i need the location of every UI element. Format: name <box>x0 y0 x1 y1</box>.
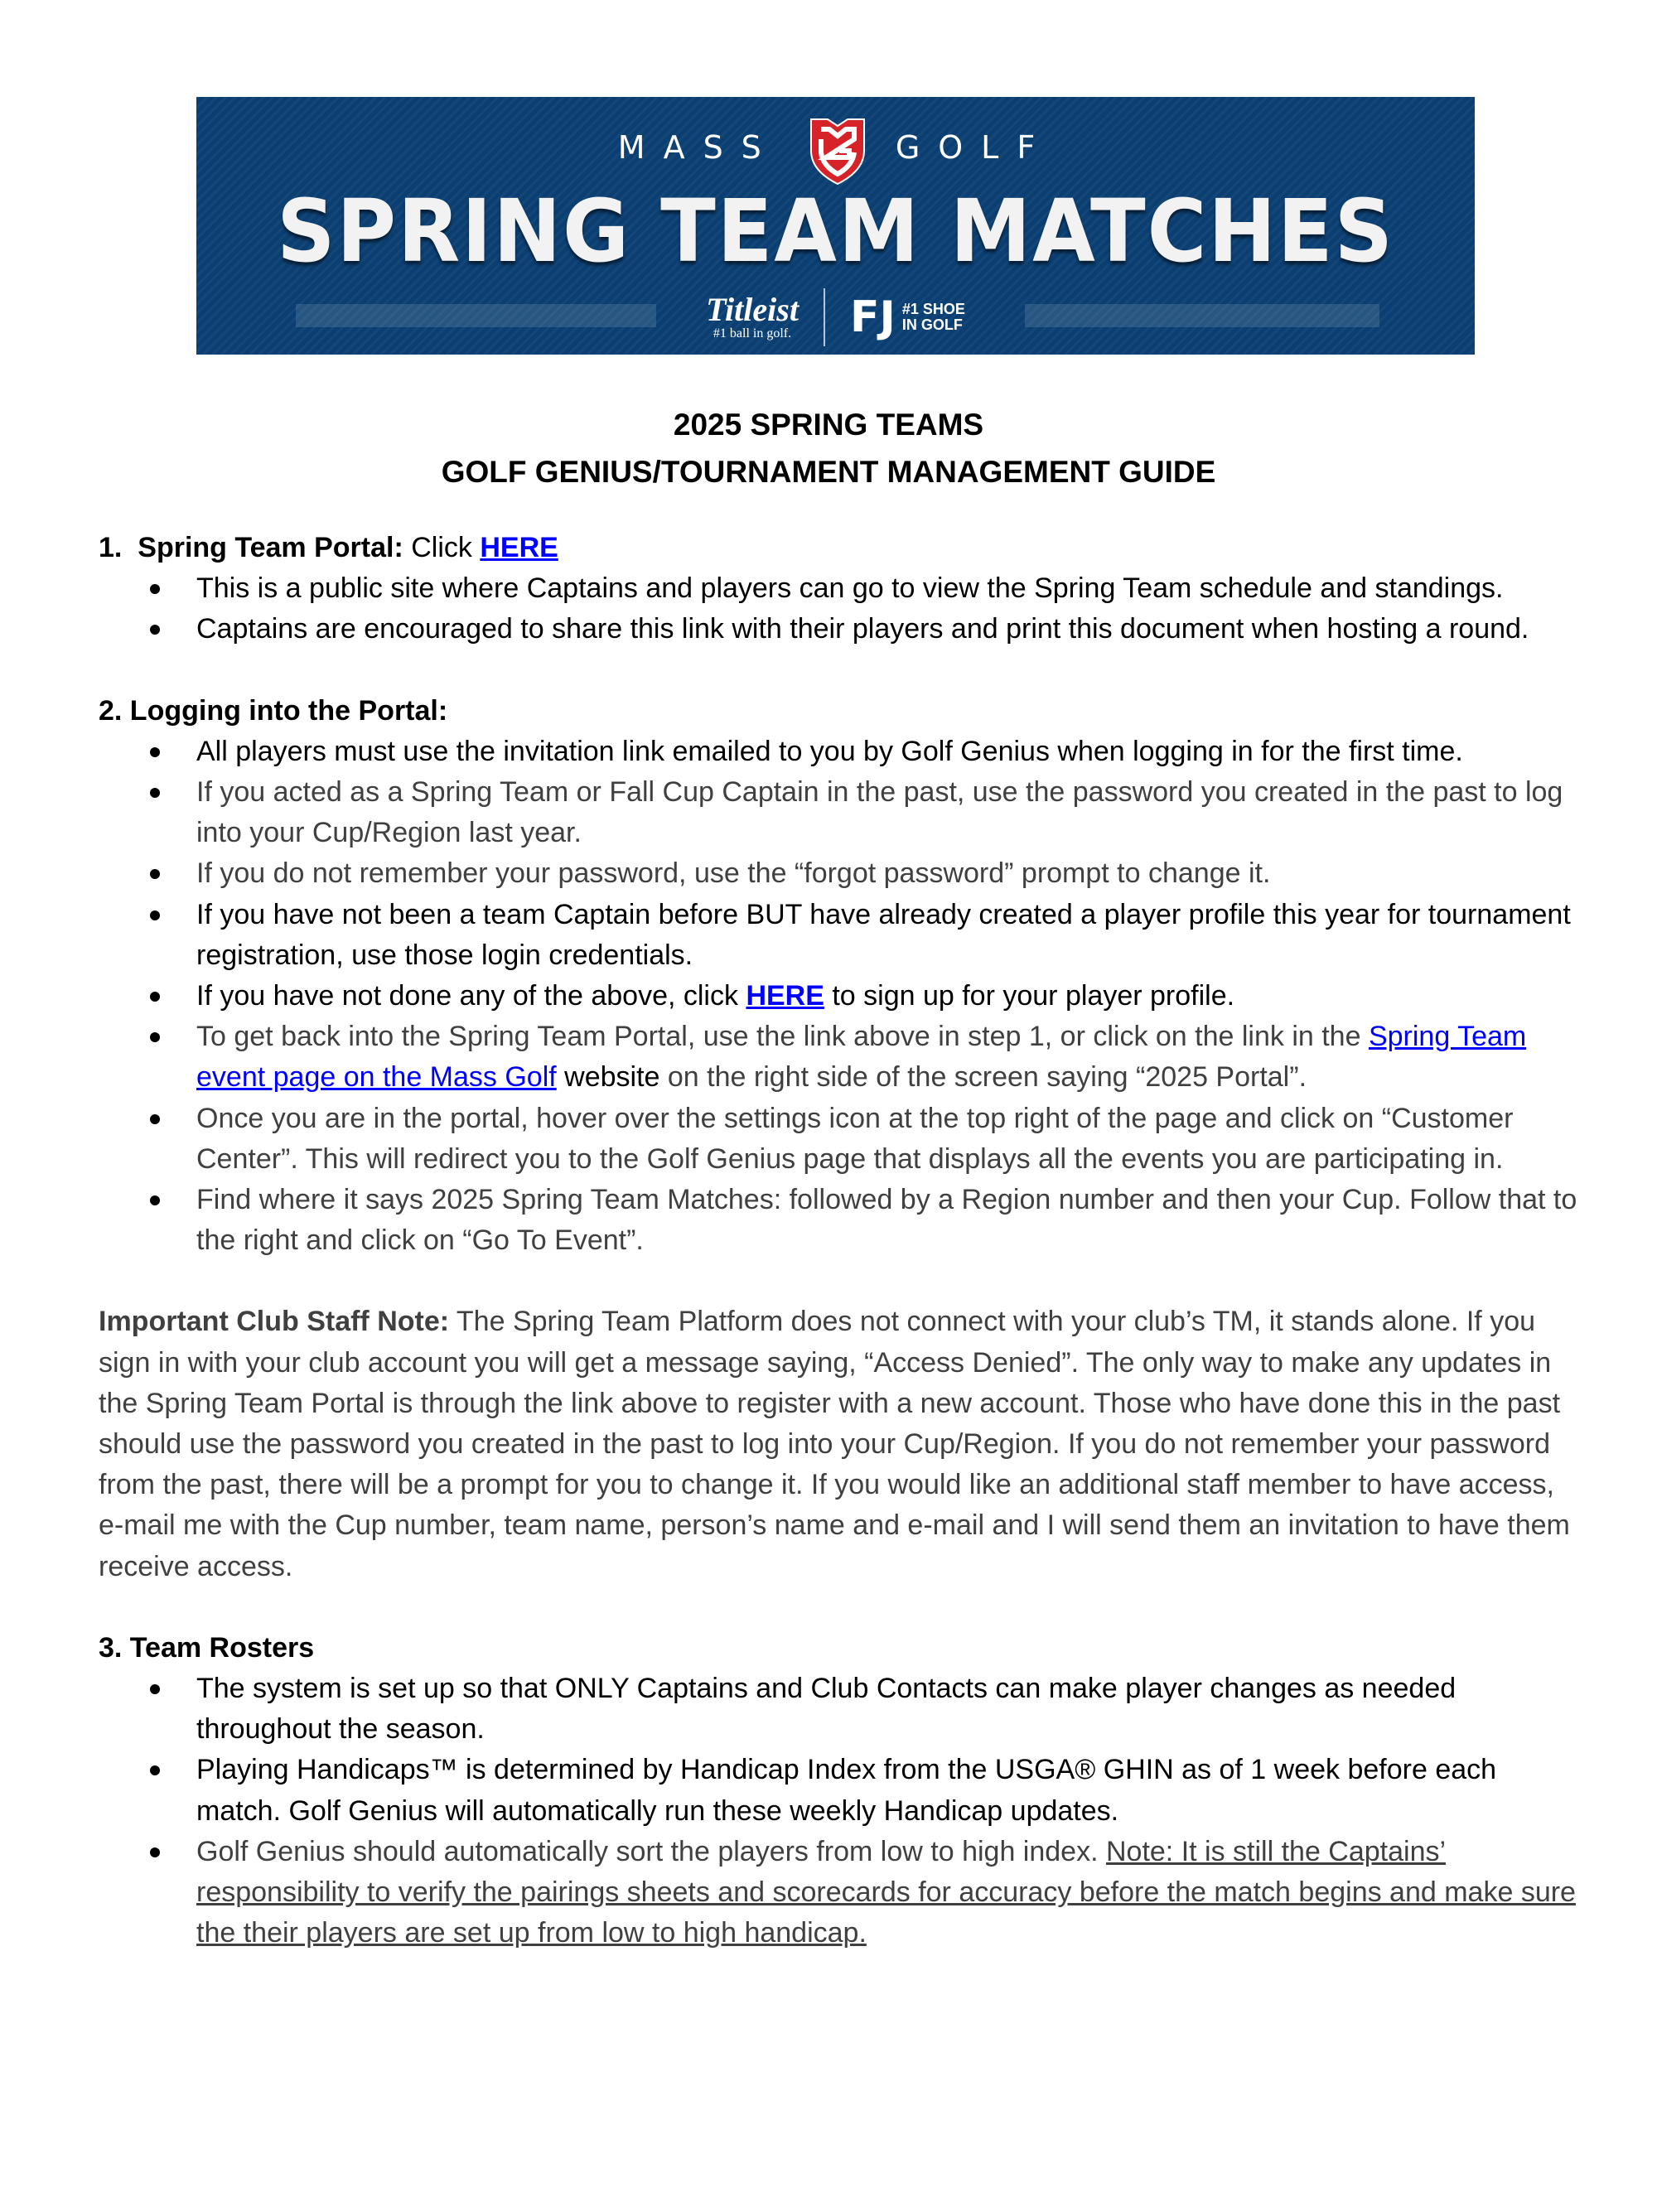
list-item: Golf Genius should automatically sort the players from low to high index. Note: It is still the Captains’ responsibility to verify the pairings sheets and scorecards for accuracy before the match begins and make sure the their players are set up from low to high handicap. <box>99 1832 1582 1954</box>
sponsor-logos <box>196 287 1475 347</box>
brand-right-text: GOLF <box>895 129 1054 166</box>
document-title-line2: GOLF GENIUS/TOURNAMENT MANAGEMENT GUIDE <box>441 455 1216 489</box>
staff-note-text: The Spring Team Platform does not connect with your club’s TM, it stands alone. If you sign in with your club account you will get a message saying, “Access Denied”. The only way to make any updates in the Spring Team Portal is through the link above to register with a new account. Those who have done this in the past should use the password you created in the past to log into your Cup/Region. If you do not remember your password from the past, there will be a prompt for you to change it. If you would like an additional staff member to have access, e-mail me with the Cup number, team name, person’s name and e-mail and I will send them an invitation to have them receive access. <box>99 1306 1570 1582</box>
list-item: Once you are in the portal, hover over the settings icon at the top right of the page and click on “Customer Center”. This will redirect you to the Golf Genius page that displays all the events you are participating in. <box>99 1099 1582 1180</box>
document-content <box>99 528 1582 1954</box>
footjoy-logo <box>850 294 965 340</box>
section3-bullet-list <box>99 1669 1582 1954</box>
signup-here-link[interactable]: HERE <box>746 980 824 1012</box>
list-item: Playing Handicaps™ is determined by Handicap Index from the USGA® GHIN as of 1 week before each match. Golf Genius will automatically run these weekly Handicap updates. <box>99 1750 1582 1831</box>
section1-heading-suffix: Click <box>403 532 481 563</box>
mass-golf-logo <box>196 118 1475 176</box>
mass-golf-shield-icon <box>808 114 867 186</box>
list-item: If you acted as a Spring Team or Fall Cup Captain in the past, use the password you created in the past to log into your Cup/Region last year. <box>99 772 1582 853</box>
banner-event-title: SPRING TEAM MATCHES <box>277 181 1394 282</box>
sponsor-divider <box>824 288 825 346</box>
fj-tagline-line2: IN GOLF <box>901 316 963 333</box>
titleist-logo <box>706 293 799 341</box>
captains-responsibility-note: Note: It is still the Captains’ responsibility to verify the pairings sheets and scorecards for accuracy before the match begins and make sure the their players are set up from low to high handicap. <box>196 1835 1576 1949</box>
section-spring-team-portal <box>99 528 1582 650</box>
list-item: If you have not done any of the above, click HERE to sign up for your player profile. <box>99 976 1582 1017</box>
important-club-staff-note <box>99 1302 1582 1587</box>
section1-heading-text: Spring Team Portal: <box>138 532 403 563</box>
titleist-wordmark: Titleist <box>706 291 799 328</box>
spring-team-matches-banner <box>196 97 1475 355</box>
fj-mark-icon: FJ <box>849 292 896 342</box>
section2-heading-text: 2. Logging into the Portal: <box>99 694 448 727</box>
titleist-tagline: #1 ball in golf. <box>713 326 792 340</box>
section-team-rosters <box>99 1628 1582 1954</box>
document-title-line1: 2025 SPRING TEAMS <box>673 408 984 442</box>
section1-bullet-list <box>99 568 1582 650</box>
section2-bullet-list <box>99 732 1582 1262</box>
list-item: If you do not remember your password, use the “forgot password” prompt to change it. <box>99 853 1582 894</box>
list-item: This is a public site where Captains and players can go to view the Spring Team schedule and standings. <box>99 568 1582 609</box>
section3-heading-text: 3. Team Rosters <box>99 1631 315 1664</box>
staff-note-label: Important Club Staff Note: <box>99 1306 450 1338</box>
list-item: Find where it says 2025 Spring Team Matches: followed by a Region number and then your Cup. Follow that to the right and click on “Go To Event”. <box>99 1180 1582 1261</box>
section2-heading <box>99 691 1582 732</box>
portal-here-link[interactable]: HERE <box>480 532 558 563</box>
list-item: If you have not been a team Captain before BUT have already created a player profile this year for tournament registration, use those login credentials. <box>99 895 1582 976</box>
fj-tagline <box>902 302 965 333</box>
list-item: Captains are encouraged to share this link with their players and print this document when hosting a round. <box>99 609 1582 650</box>
fj-tagline-line1: #1 SHOE <box>901 301 965 317</box>
brand-left-text: MASS <box>617 129 780 166</box>
staff-note-paragraph <box>99 1302 1582 1587</box>
section3-heading <box>99 1628 1582 1669</box>
section1-heading <box>99 528 1582 568</box>
section-logging-into-portal <box>99 691 1582 1262</box>
section1-number: 1. <box>99 532 123 563</box>
list-item: The system is set up so that ONLY Captains and Club Contacts can make player changes as needed throughout the season. <box>99 1669 1582 1750</box>
list-item: All players must use the invitation link emailed to you by Golf Genius when logging in for the first time. <box>99 732 1582 772</box>
spring-team-event-page-link[interactable]: Spring Team event page on the Mass Golf <box>196 1021 1527 1094</box>
list-item: To get back into the Spring Team Portal, use the link above in step 1, or click on the link in the Spring Team event page on the Mass Golf website on the right side of the screen saying “2025 Portal”. <box>99 1017 1582 1098</box>
